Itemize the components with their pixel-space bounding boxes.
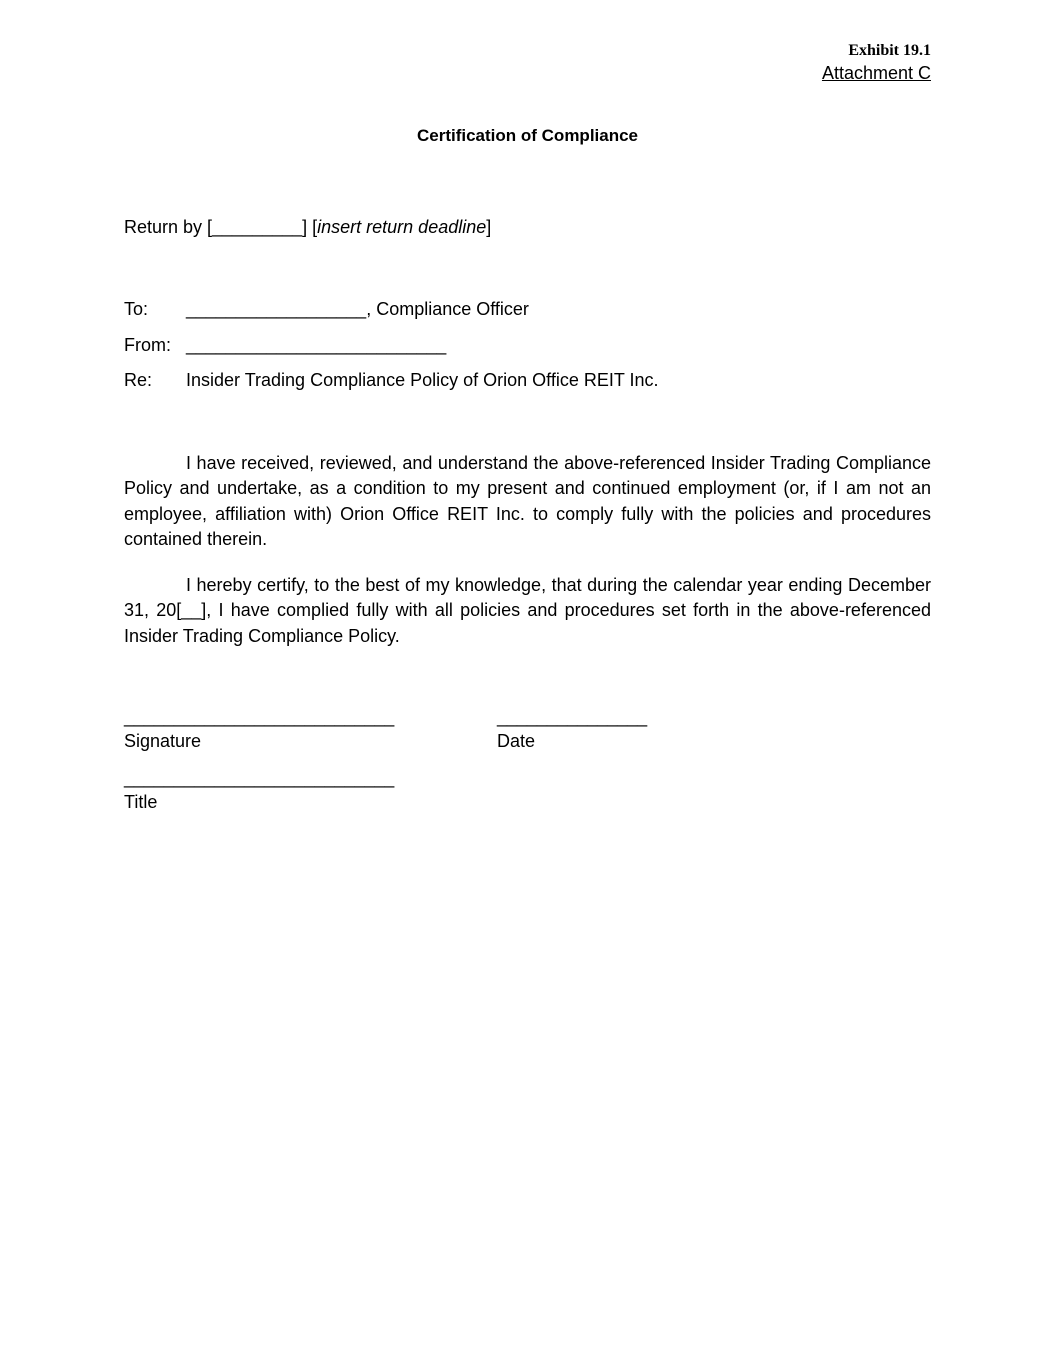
to-value: __________________, Compliance Officer: [186, 299, 529, 319]
certification-paragraph-1: I have received, reviewed, and understand the above-referenced Insider Trading Compliance Policy and undertake, as a condition to my present and continued employment (or, if I am not an employee, affiliation with) Orion Office REIT Inc. to comply fully with the policies and procedures contained therein.: [124, 453, 931, 549]
re-label: Re:: [124, 370, 153, 390]
certification-paragraph-2: I hereby certify, to the best of my knowledge, that during the calendar year ending December 31, 20[__], I have complied fully with all policies and procedures set forth in the above-referenced Insider Trading Compliance Policy.: [124, 575, 931, 646]
return-deadline-placeholder: insert return deadline: [317, 217, 487, 237]
attachment-label: Attachment C: [821, 63, 931, 83]
return-prefix: Return by [_________] [: [124, 217, 318, 237]
return-deadline-line: [124, 217, 491, 238]
title-label: Title: [124, 792, 158, 812]
document-title: Certification of Compliance: [416, 126, 639, 145]
to-label: To:: [124, 299, 149, 319]
date-label: Date: [497, 731, 536, 751]
re-value: Insider Trading Compliance Policy of Orion Office REIT Inc.: [186, 370, 659, 390]
from-label: From:: [124, 335, 171, 355]
exhibit-number: Exhibit 19.1: [848, 42, 931, 59]
signature-label: Signature: [124, 731, 202, 751]
from-value: __________________________: [186, 335, 447, 355]
return-suffix: ]: [486, 217, 492, 237]
date-line: _______________: [497, 707, 648, 727]
signature-line: ___________________________: [124, 707, 395, 727]
title-line: ___________________________: [124, 768, 395, 788]
